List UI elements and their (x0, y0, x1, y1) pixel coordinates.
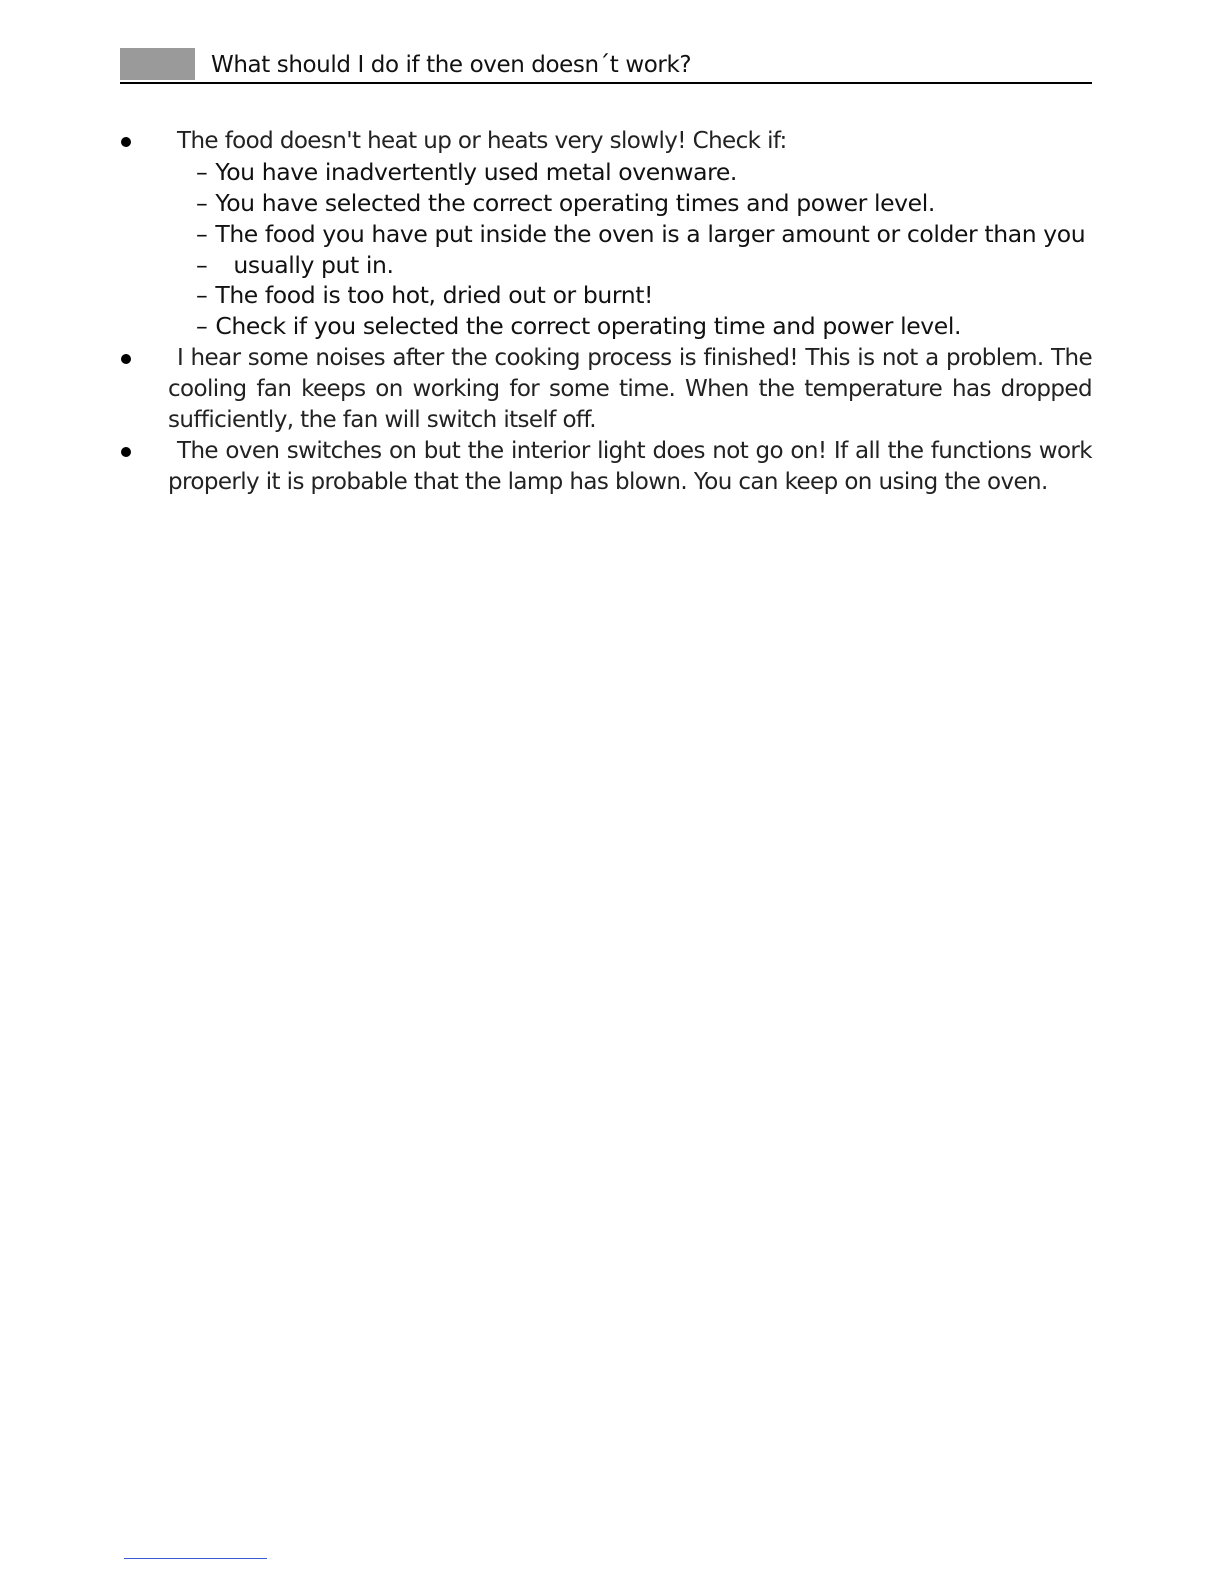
sub-item-text: The food you have put inside the oven is a larger amount or colder than you (215, 220, 1086, 248)
bullet-icon (121, 447, 131, 457)
sub-item (196, 188, 935, 219)
sub-item (196, 250, 394, 281)
dash-icon: – (196, 281, 208, 309)
sub-item (196, 219, 1085, 250)
list-item: I hear some noises after the cooking process is finished! This is not a problem. The cooling fan keeps on working for some time. When the temperature has dropped sufficiently, the fan will switch itself off. (168, 345, 1092, 433)
dash-icon: – (196, 312, 208, 340)
header-gray-block (120, 48, 195, 80)
sub-item (196, 280, 653, 311)
sub-item-text: You have inadvertently used metal ovenware. (215, 158, 737, 186)
page-title: What should I do if the oven doesn´t work? (211, 52, 692, 78)
sub-item-text: The food is too hot, dried out or burnt! (215, 281, 654, 309)
dash-icon: – (196, 251, 208, 279)
bullet-icon (121, 354, 131, 364)
page-header (120, 46, 1092, 84)
footer-rule (124, 1558, 267, 1559)
dash-icon: – (196, 189, 208, 217)
dash-icon: – (196, 158, 208, 186)
list-item: The food doesn't heat up or heats very slowly! Check if: (177, 128, 787, 154)
bullet-icon (121, 137, 131, 147)
sub-item-text: Check if you selected the correct operating time and power level. (215, 312, 962, 340)
dash-icon: – (196, 220, 208, 248)
sub-item-text: You have selected the correct operating times and power level. (215, 189, 935, 217)
sub-item (196, 311, 961, 342)
list-item: The oven switches on but the interior light does not go on! If all the functions work properly it is probable that the lamp has blown. You can keep on using the oven. (168, 438, 1092, 495)
sub-item (196, 157, 737, 188)
sub-item-text: usually put in. (233, 251, 394, 279)
